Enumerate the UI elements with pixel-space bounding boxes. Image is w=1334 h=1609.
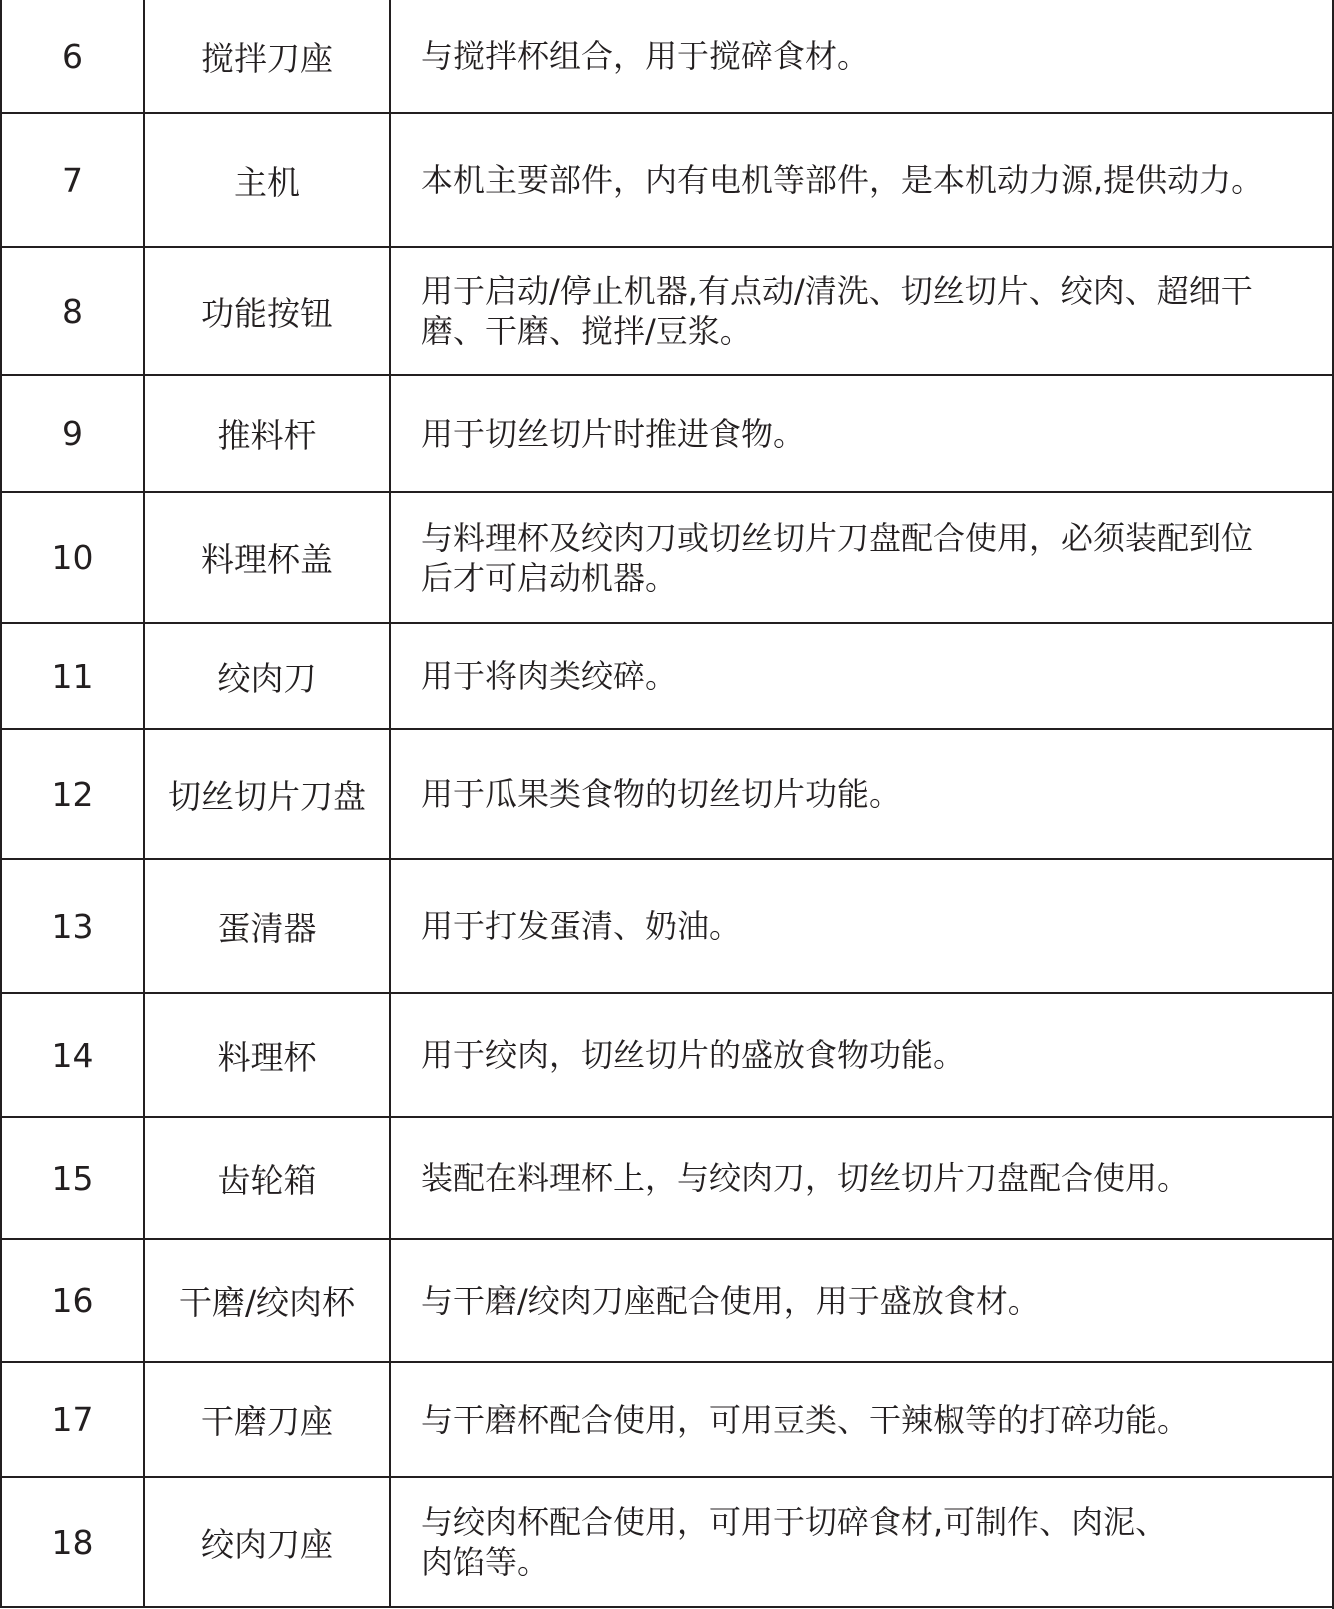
part-name: 推料杆 xyxy=(144,375,390,492)
part-name: 料理杯 xyxy=(144,993,390,1117)
item-number: 11 xyxy=(1,623,144,729)
part-description xyxy=(390,993,1334,1117)
item-number: 13 xyxy=(1,859,144,993)
description-line: 与绞肉杯配合使用，可用于切碎食材,可制作、肉泥、 xyxy=(421,1503,1168,1541)
part-description xyxy=(390,0,1334,113)
item-number: 15 xyxy=(1,1117,144,1239)
description-line: 与搅拌杯组合，用于搅碎食材。 xyxy=(421,37,870,75)
part-name: 干磨刀座 xyxy=(144,1362,390,1477)
item-number: 7 xyxy=(1,113,144,247)
description-line: 用于绞肉，切丝切片的盛放食物功能。 xyxy=(421,1036,966,1074)
table-row xyxy=(1,1362,1334,1477)
description-line: 磨、干磨、搅拌/豆浆。 xyxy=(421,312,752,350)
description-line: 肉馅等。 xyxy=(421,1543,550,1581)
table-row xyxy=(1,1117,1334,1239)
part-name: 绞肉刀 xyxy=(144,623,390,729)
part-description xyxy=(390,729,1334,859)
part-description xyxy=(390,1239,1334,1362)
part-description xyxy=(390,623,1334,729)
part-description xyxy=(390,859,1334,993)
table-row xyxy=(1,1477,1334,1607)
description-line: 用于启动/停止机器,有点动/清洗、切丝切片、绞肉、超细干 xyxy=(421,272,1253,310)
part-description xyxy=(390,247,1334,375)
description-line: 用于瓜果类食物的切丝切片功能。 xyxy=(421,775,902,813)
table-row xyxy=(1,492,1334,623)
description-line: 后才可启动机器。 xyxy=(421,558,678,597)
part-name: 绞肉刀座 xyxy=(144,1477,390,1607)
part-description xyxy=(390,492,1334,623)
parts-table-body xyxy=(1,0,1334,1607)
part-description xyxy=(390,375,1334,492)
part-description xyxy=(390,1117,1334,1239)
description-line: 本机主要部件，内有电机等部件，是本机动力源,提供动力。 xyxy=(421,161,1264,199)
part-name: 功能按钮 xyxy=(144,247,390,375)
item-number: 18 xyxy=(1,1477,144,1607)
item-number: 16 xyxy=(1,1239,144,1362)
item-number: 9 xyxy=(1,375,144,492)
table-row xyxy=(1,375,1334,492)
part-description xyxy=(390,1477,1334,1607)
table-row xyxy=(1,1239,1334,1362)
item-number: 8 xyxy=(1,247,144,375)
item-number: 10 xyxy=(1,492,144,623)
description-line: 用于切丝切片时推进食物。 xyxy=(421,414,806,453)
part-name: 主机 xyxy=(144,113,390,247)
part-name: 切丝切片刀盘 xyxy=(144,729,390,859)
table-row xyxy=(1,729,1334,859)
description-line: 与干磨/绞肉刀座配合使用，用于盛放食材。 xyxy=(421,1281,1040,1320)
item-number: 14 xyxy=(1,993,144,1117)
table-row xyxy=(1,623,1334,729)
description-line: 与料理杯及绞肉刀或切丝切片刀盘配合使用，必须装配到位 xyxy=(421,518,1254,557)
part-name: 齿轮箱 xyxy=(144,1117,390,1239)
table-row xyxy=(1,0,1334,113)
item-number: 6 xyxy=(1,0,144,113)
description-line: 用于将肉类绞碎。 xyxy=(421,657,678,695)
part-name: 搅拌刀座 xyxy=(144,0,390,113)
table-row xyxy=(1,113,1334,247)
part-description xyxy=(390,113,1334,247)
table-row xyxy=(1,859,1334,993)
table-row xyxy=(1,993,1334,1117)
description-line: 用于打发蛋清、奶油。 xyxy=(421,907,742,945)
part-name: 蛋清器 xyxy=(144,859,390,993)
item-number: 12 xyxy=(1,729,144,859)
description-line: 与干磨杯配合使用，可用豆类、干辣椒等的打碎功能。 xyxy=(421,1400,1190,1439)
table-row xyxy=(1,247,1334,375)
item-number: 17 xyxy=(1,1362,144,1477)
description-line: 装配在料理杯上，与绞肉刀，切丝切片刀盘配合使用。 xyxy=(421,1159,1190,1197)
part-name: 料理杯盖 xyxy=(144,492,390,623)
part-name: 干磨/绞肉杯 xyxy=(144,1239,390,1362)
part-description xyxy=(390,1362,1334,1477)
